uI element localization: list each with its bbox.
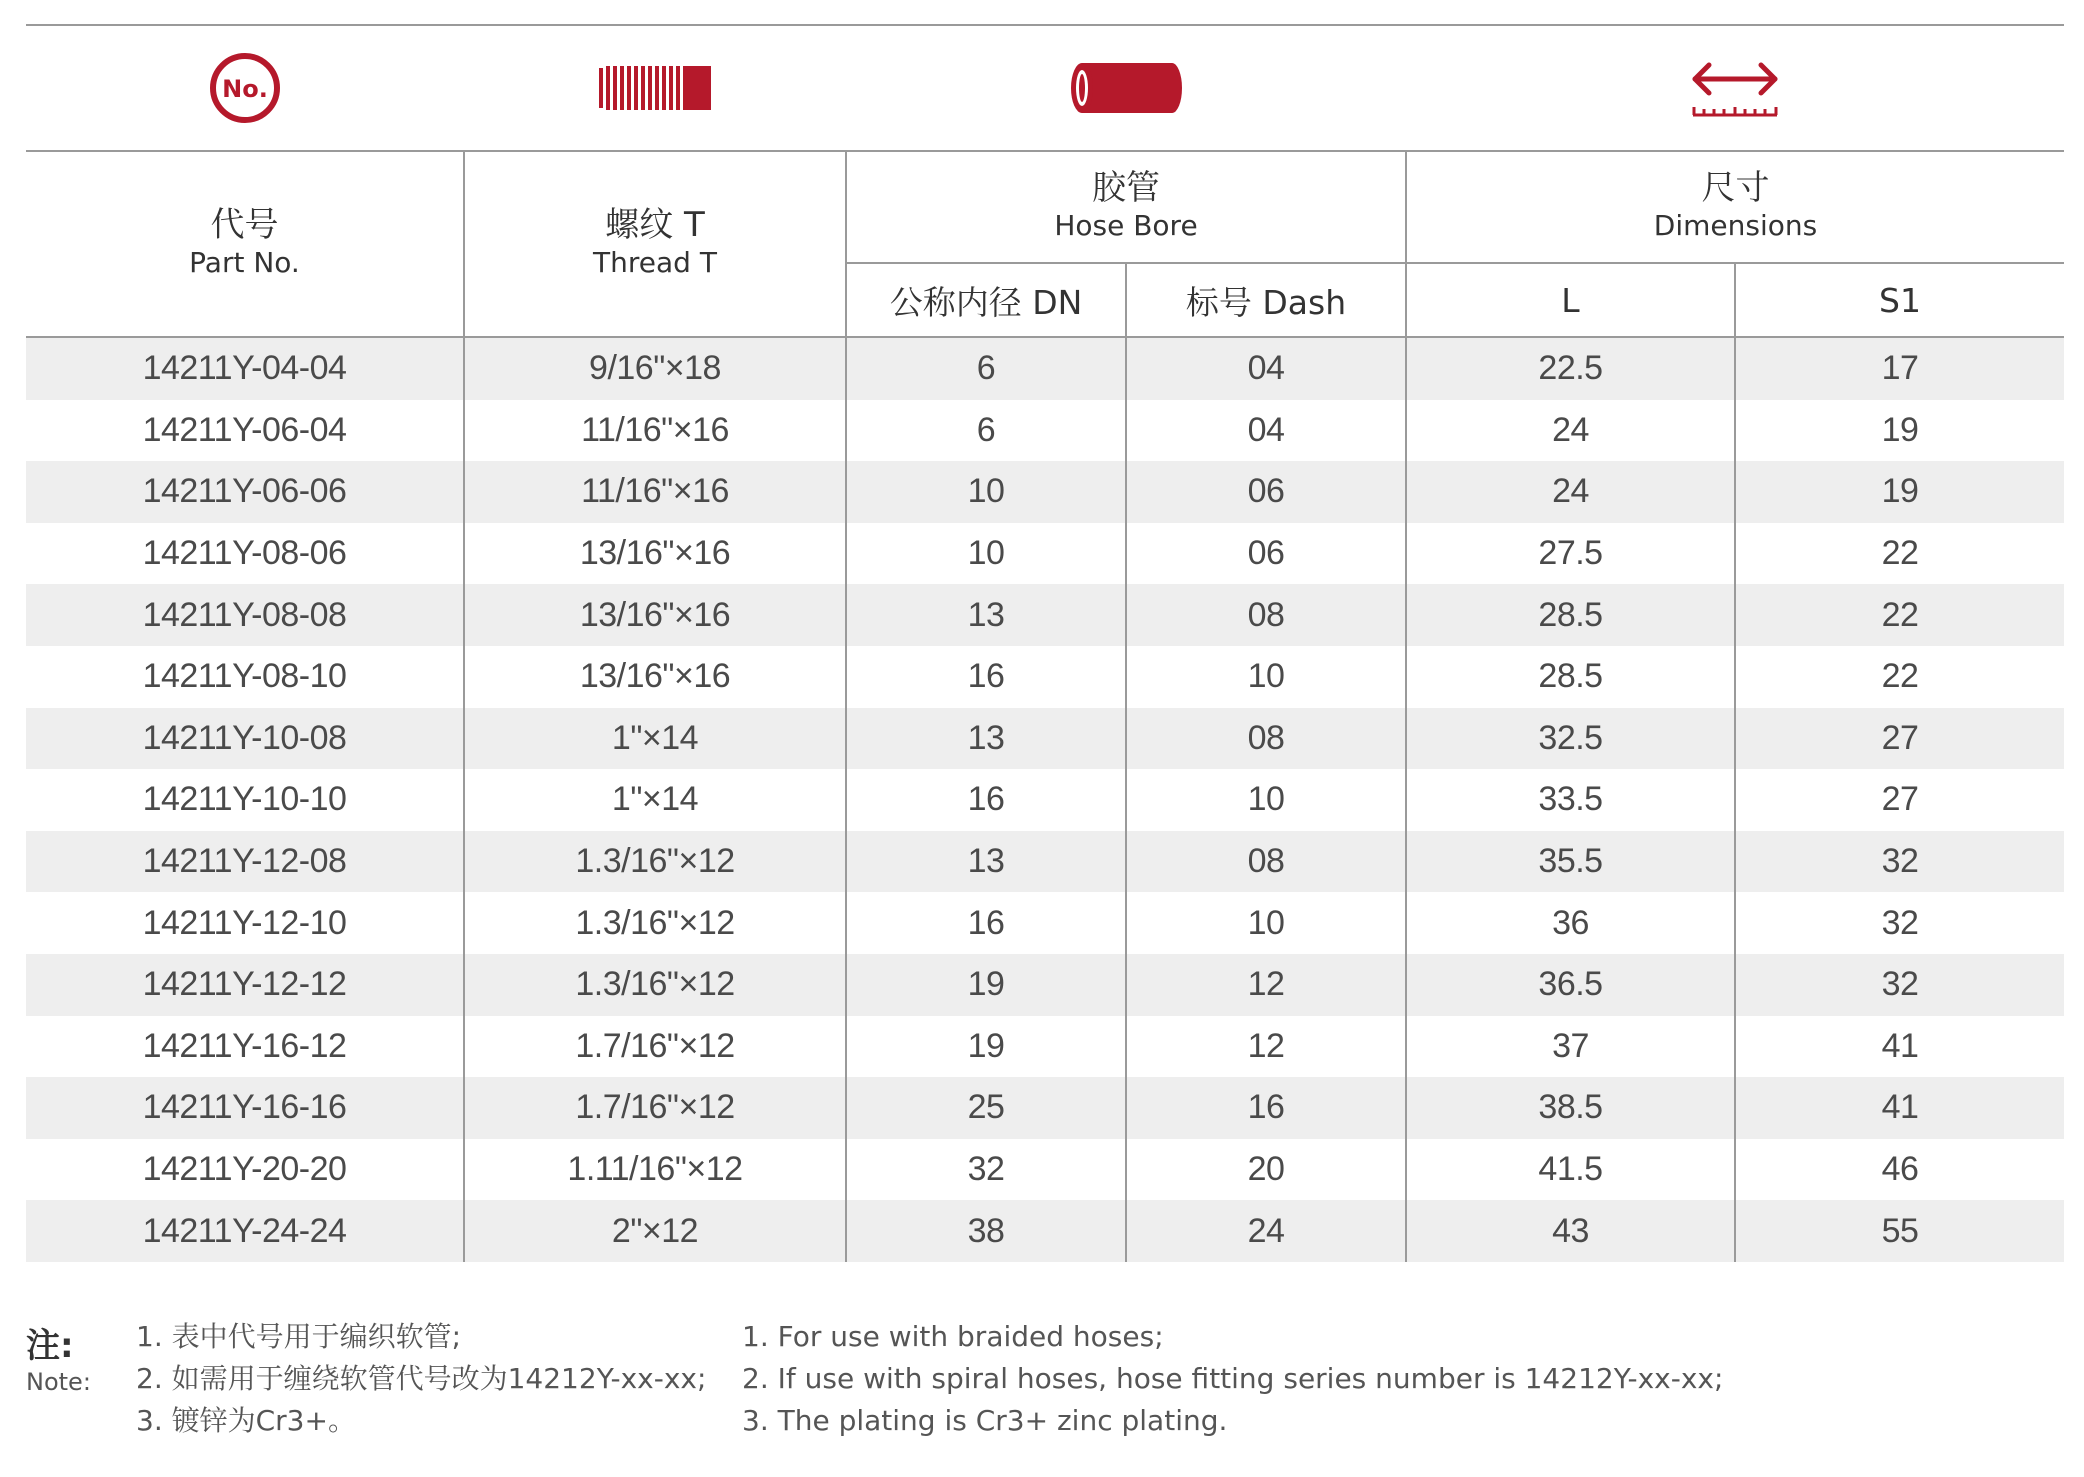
spec-sheet xyxy=(26,24,2064,1250)
cell-part-no: 14211Y-16-12 xyxy=(26,1016,464,1078)
table-row xyxy=(26,954,2064,1016)
cell-s1: 46 xyxy=(1735,1139,2064,1201)
cell-dn: 6 xyxy=(846,400,1126,462)
cell-dn: 10 xyxy=(846,523,1126,585)
cell-dn: 25 xyxy=(846,1077,1126,1139)
header-hose-bore: 胶管 Hose Bore xyxy=(846,150,1406,263)
cell-thread: 1"×14 xyxy=(464,769,846,831)
header-l: L xyxy=(1406,263,1735,337)
table-row xyxy=(26,461,2064,523)
cell-part-no: 14211Y-24-24 xyxy=(26,1200,464,1262)
icon-row xyxy=(26,24,2064,152)
header-dash: 标号 Dash xyxy=(1126,263,1406,337)
cell-s1: 41 xyxy=(1735,1016,2064,1078)
cell-part-no: 14211Y-16-16 xyxy=(26,1077,464,1139)
cell-s1: 32 xyxy=(1735,831,2064,893)
part-number-badge-icon xyxy=(26,26,464,150)
cell-dn: 19 xyxy=(846,1016,1126,1078)
cell-l: 22.5 xyxy=(1406,337,1735,400)
cell-s1: 22 xyxy=(1735,523,2064,585)
cell-dn: 16 xyxy=(846,892,1126,954)
cell-dash: 08 xyxy=(1126,708,1406,770)
cell-s1: 27 xyxy=(1735,769,2064,831)
cell-thread: 13/16"×16 xyxy=(464,523,846,585)
cell-dn: 32 xyxy=(846,1139,1126,1201)
cell-s1: 17 xyxy=(1735,337,2064,400)
table-row xyxy=(26,584,2064,646)
header-dimensions: 尺寸 Dimensions xyxy=(1406,150,2064,263)
cell-part-no: 14211Y-06-06 xyxy=(26,461,464,523)
table-row xyxy=(26,831,2064,893)
cell-thread: 13/16"×16 xyxy=(464,584,846,646)
table-row xyxy=(26,646,2064,708)
note-label-zh: 注: xyxy=(26,1326,74,1366)
cell-part-no: 14211Y-08-08 xyxy=(26,584,464,646)
spec-table xyxy=(26,150,2064,1262)
cell-l: 24 xyxy=(1406,400,1735,462)
cell-thread: 1.3/16"×12 xyxy=(464,892,846,954)
cell-l: 28.5 xyxy=(1406,646,1735,708)
notes xyxy=(26,1310,2066,1460)
note-zh-item: 2. 如需用于缠绕软管代号改为14212Y-xx-xx; xyxy=(136,1362,707,1395)
cell-part-no: 14211Y-10-08 xyxy=(26,708,464,770)
cell-dash: 04 xyxy=(1126,400,1406,462)
thread-icon xyxy=(464,26,846,150)
cell-l: 38.5 xyxy=(1406,1077,1735,1139)
cell-l: 37 xyxy=(1406,1016,1735,1078)
cell-part-no: 14211Y-08-10 xyxy=(26,646,464,708)
table-row xyxy=(26,337,2064,400)
cell-dn: 13 xyxy=(846,831,1126,893)
cell-l: 27.5 xyxy=(1406,523,1735,585)
cell-s1: 22 xyxy=(1735,646,2064,708)
cell-dash: 08 xyxy=(1126,584,1406,646)
cell-dn: 16 xyxy=(846,646,1126,708)
table-row xyxy=(26,1139,2064,1201)
header-dn: 公称内径 DN xyxy=(846,263,1126,337)
cell-s1: 41 xyxy=(1735,1077,2064,1139)
cell-dn: 38 xyxy=(846,1200,1126,1262)
cell-l: 36 xyxy=(1406,892,1735,954)
cell-dash: 12 xyxy=(1126,1016,1406,1078)
cell-l: 24 xyxy=(1406,461,1735,523)
note-label-en: Note: xyxy=(26,1368,91,1396)
note-en-item: 2. If use with spiral hoses, hose fitting series number is 14212Y-xx-xx; xyxy=(742,1362,1724,1395)
cell-thread: 11/16"×16 xyxy=(464,461,846,523)
cell-dn: 6 xyxy=(846,337,1126,400)
hose-icon xyxy=(846,26,1406,150)
cell-part-no: 14211Y-04-04 xyxy=(26,337,464,400)
cell-l: 32.5 xyxy=(1406,708,1735,770)
cell-thread: 2"×12 xyxy=(464,1200,846,1262)
cell-part-no: 14211Y-10-10 xyxy=(26,769,464,831)
table-row xyxy=(26,708,2064,770)
notes-en xyxy=(742,1316,1723,1442)
cell-dash: 10 xyxy=(1126,769,1406,831)
header-thread: 螺纹 T Thread T xyxy=(464,150,846,337)
table-row xyxy=(26,523,2064,585)
note-zh-item: 1. 表中代号用于编织软管; xyxy=(136,1320,462,1353)
cell-l: 33.5 xyxy=(1406,769,1735,831)
cell-thread: 1.11/16"×12 xyxy=(464,1139,846,1201)
cell-dash: 04 xyxy=(1126,337,1406,400)
cell-thread: 13/16"×16 xyxy=(464,646,846,708)
cell-thread: 1.3/16"×12 xyxy=(464,954,846,1016)
cell-thread: 11/16"×16 xyxy=(464,400,846,462)
cell-dash: 06 xyxy=(1126,461,1406,523)
note-en-item: 3. The plating is Cr3+ zinc plating. xyxy=(742,1404,1228,1437)
cell-dash: 24 xyxy=(1126,1200,1406,1262)
table-row xyxy=(26,1200,2064,1262)
cell-s1: 27 xyxy=(1735,708,2064,770)
cell-dash: 10 xyxy=(1126,646,1406,708)
cell-part-no: 14211Y-08-06 xyxy=(26,523,464,585)
cell-s1: 55 xyxy=(1735,1200,2064,1262)
header-s1: S1 xyxy=(1735,263,2064,337)
cell-l: 36.5 xyxy=(1406,954,1735,1016)
notes-zh xyxy=(136,1316,706,1442)
cell-dn: 10 xyxy=(846,461,1126,523)
dimension-arrow-icon xyxy=(1406,26,2064,150)
cell-thread: 9/16"×18 xyxy=(464,337,846,400)
table-row xyxy=(26,1077,2064,1139)
cell-dn: 16 xyxy=(846,769,1126,831)
cell-l: 28.5 xyxy=(1406,584,1735,646)
cell-dash: 20 xyxy=(1126,1139,1406,1201)
cell-part-no: 14211Y-20-20 xyxy=(26,1139,464,1201)
cell-s1: 19 xyxy=(1735,400,2064,462)
cell-part-no: 14211Y-12-10 xyxy=(26,892,464,954)
cell-thread: 1"×14 xyxy=(464,708,846,770)
note-en-item: 1. For use with braided hoses; xyxy=(742,1320,1164,1353)
cell-s1: 32 xyxy=(1735,892,2064,954)
header-part-no: 代号 Part No. xyxy=(26,150,464,337)
table-body xyxy=(26,337,2064,1262)
cell-dn: 13 xyxy=(846,708,1126,770)
cell-dn: 13 xyxy=(846,584,1126,646)
table-row xyxy=(26,769,2064,831)
cell-dash: 06 xyxy=(1126,523,1406,585)
cell-thread: 1.7/16"×12 xyxy=(464,1077,846,1139)
table-row xyxy=(26,892,2064,954)
cell-s1: 19 xyxy=(1735,461,2064,523)
cell-dash: 12 xyxy=(1126,954,1406,1016)
cell-dash: 08 xyxy=(1126,831,1406,893)
note-zh-item: 3. 镀锌为Cr3+。 xyxy=(136,1404,356,1437)
cell-dash: 10 xyxy=(1126,892,1406,954)
cell-part-no: 14211Y-12-08 xyxy=(26,831,464,893)
cell-thread: 1.7/16"×12 xyxy=(464,1016,846,1078)
badge-text: No. xyxy=(222,75,268,103)
cell-dash: 16 xyxy=(1126,1077,1406,1139)
cell-s1: 22 xyxy=(1735,584,2064,646)
cell-dn: 19 xyxy=(846,954,1126,1016)
cell-l: 35.5 xyxy=(1406,831,1735,893)
table-row xyxy=(26,400,2064,462)
cell-l: 41.5 xyxy=(1406,1139,1735,1201)
table-row xyxy=(26,1016,2064,1078)
cell-thread: 1.3/16"×12 xyxy=(464,831,846,893)
cell-part-no: 14211Y-12-12 xyxy=(26,954,464,1016)
cell-s1: 32 xyxy=(1735,954,2064,1016)
cell-part-no: 14211Y-06-04 xyxy=(26,400,464,462)
cell-l: 43 xyxy=(1406,1200,1735,1262)
